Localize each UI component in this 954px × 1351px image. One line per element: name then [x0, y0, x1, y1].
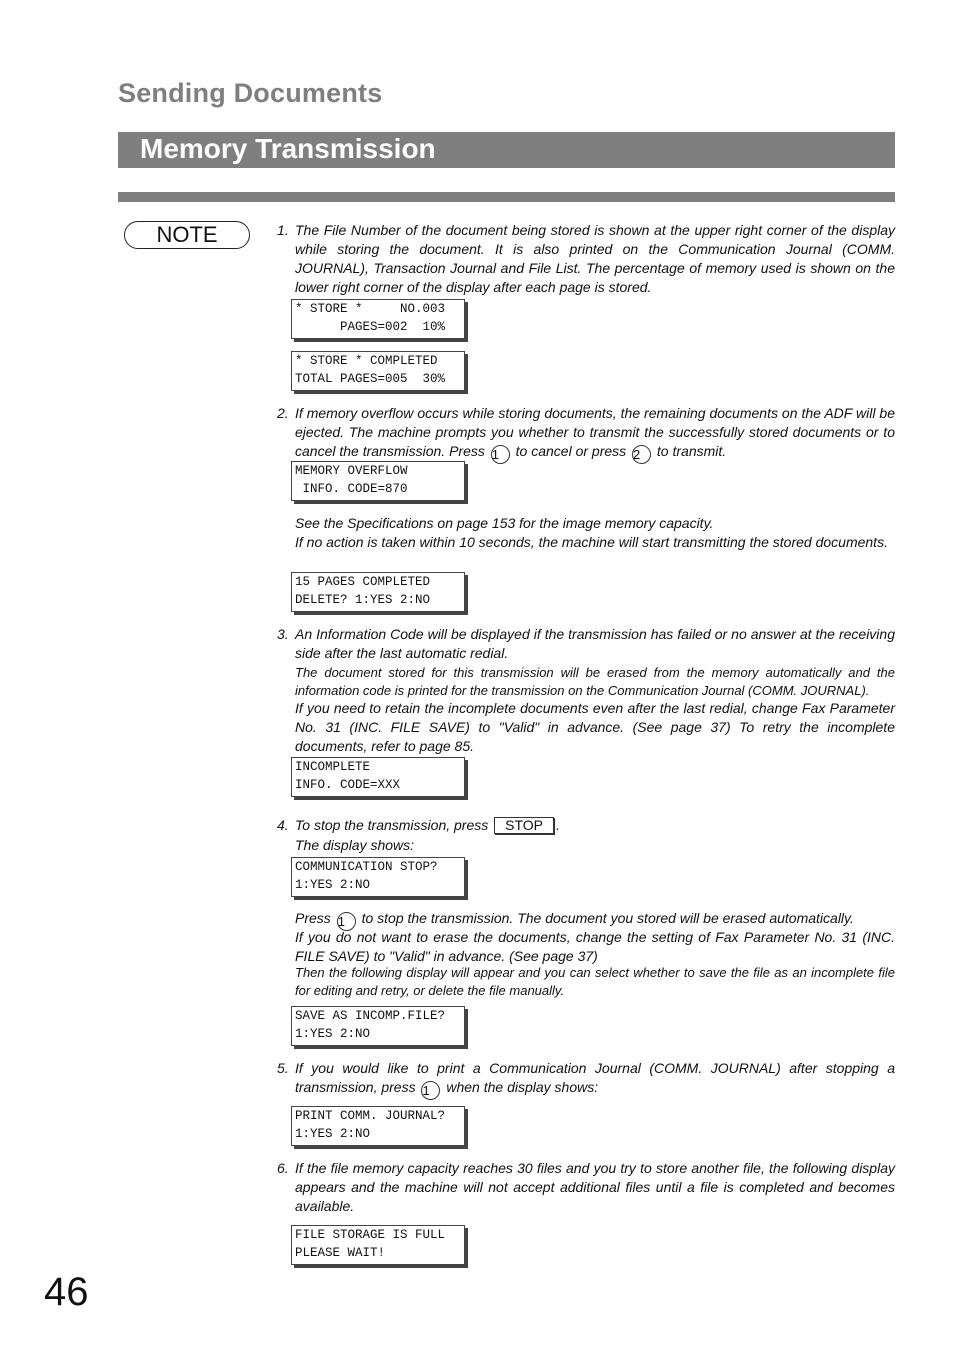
- header-rule: [118, 192, 895, 202]
- item-text: If the file memory capacity reaches 30 files and you try to store another file, the following display appears and the machine will not accept additional files until a file is completed and becomes available.: [295, 1160, 895, 1214]
- item-number: 3.: [277, 626, 289, 642]
- lcd-line: MEMORY OVERFLOW: [295, 464, 408, 478]
- item-text-part: to stop the transmission. The document you stored will be erased automatically.: [361, 910, 854, 926]
- key-1-icon: 1: [337, 912, 356, 931]
- item-text-part: If you would like to print a Communication Journal (COMM. JOURNAL) after stopping a transmission, press: [295, 1060, 895, 1095]
- item-text-part: .: [556, 817, 560, 833]
- lcd-line: TOTAL PAGES=005 30%: [295, 371, 446, 386]
- key-1-icon: 1: [491, 445, 510, 464]
- page-number: 46: [44, 1270, 89, 1314]
- item-text: The File Number of the document being stored is shown at the upper right corner of the display while storing the document. It is also printed on the Communication Journal (COMM. JOURNAL), Transaction Journal and File List. The percentage of memory used is shown on the lower right corner of the display after each page is stored.: [295, 222, 895, 295]
- item-text-part: to cancel or press: [515, 443, 627, 459]
- lcd-line: 1:YES 2:NO: [295, 1126, 371, 1141]
- item-text-part: If memory overflow occurs while storing documents, the remaining documents on the ADF will be ejected. The machine prompts you whether to transmit the successfully stored documents or to cancel the transmission. Press: [295, 405, 895, 459]
- lcd-display: [291, 572, 465, 612]
- key-1-icon: 1: [421, 1081, 440, 1100]
- page-title: Memory Transmission: [140, 133, 436, 164]
- lcd-display: [291, 351, 465, 391]
- note-badge: NOTE: [124, 221, 250, 249]
- lcd-line: 15 PAGES COMPLETED: [295, 575, 431, 589]
- lcd-line: INFO. CODE=870: [295, 481, 408, 496]
- item-number: 2.: [277, 405, 289, 421]
- lcd-line: PRINT COMM. JOURNAL?: [295, 1109, 446, 1123]
- item-text-part: Press: [295, 910, 331, 926]
- lcd-line: INCOMPLETE: [295, 760, 371, 774]
- lcd-display: [291, 757, 465, 797]
- item-number: 1.: [277, 222, 289, 238]
- lcd-line: 1:YES 2:NO: [295, 877, 371, 892]
- item-text: [295, 816, 895, 835]
- lcd-line: COMMUNICATION STOP?: [295, 860, 438, 874]
- item-text: If you do not want to erase the documents, change the setting of Fax Parameter No. 31 (INC. FILE SAVE) to "Valid" in advance. (See page 37): [295, 929, 895, 964]
- lcd-line: * STORE * COMPLETED: [295, 354, 438, 368]
- lcd-display: [291, 1225, 465, 1265]
- lcd-line: DELETE? 1:YES 2:NO: [295, 592, 431, 607]
- item-text-part: when the display shows:: [446, 1079, 599, 1095]
- lcd-line: PLEASE WAIT!: [295, 1245, 386, 1260]
- stop-key-icon: STOP: [494, 817, 554, 834]
- item-number: 5.: [277, 1060, 289, 1076]
- item-text-part: To stop the transmission, press: [295, 817, 489, 833]
- item-text: [295, 404, 895, 464]
- key-2-icon: 2: [632, 445, 651, 464]
- item-text: The document stored for this transmission will be erased from the memory automatically and the information code is printed for the transmission on the Communication Journal (COMM. JOURNAL).: [295, 665, 895, 698]
- item-text: An Information Code will be displayed if the transmission has failed or no answer at the receiving side after the last automatic redial.: [295, 626, 895, 661]
- item-text: Then the following display will appear and you can select whether to save the file as an incomplete file for editing and retry, or delete the file manually.: [295, 965, 895, 998]
- lcd-line: SAVE AS INCOMP.FILE?: [295, 1009, 446, 1023]
- lcd-line: * STORE * NO.003: [295, 302, 446, 316]
- lcd-line: 1:YES 2:NO: [295, 1026, 371, 1041]
- lcd-display: [291, 461, 465, 501]
- section-title: Sending Documents: [118, 78, 383, 108]
- item-text-part: to transmit.: [656, 443, 727, 459]
- item-text: [295, 1059, 895, 1100]
- page-title-banner: [118, 132, 895, 168]
- lcd-line: PAGES=002 10%: [295, 319, 446, 334]
- item-note: If no action is taken within 10 seconds, the machine will start transmitting the stored documents.: [295, 534, 888, 550]
- lcd-line: INFO. CODE=XXX: [295, 777, 401, 792]
- lcd-line: FILE STORAGE IS FULL: [295, 1228, 446, 1242]
- item-number: 4.: [277, 817, 289, 833]
- lcd-display: [291, 1006, 465, 1046]
- item-text: If you need to retain the incomplete documents even after the last redial, change Fax Parameter No. 31 (INC. FILE SAVE) to "Valid" in advance. (See page 37) To retry the incomplete documents, refer to page 85.: [295, 700, 895, 754]
- item-text: The display shows:: [295, 837, 415, 853]
- lcd-display: [291, 299, 465, 339]
- item-note: See the Specifications on page 153 for the image memory capacity.: [295, 515, 714, 531]
- item-number: 6.: [277, 1160, 289, 1176]
- lcd-display: [291, 1106, 465, 1146]
- lcd-display: [291, 857, 465, 897]
